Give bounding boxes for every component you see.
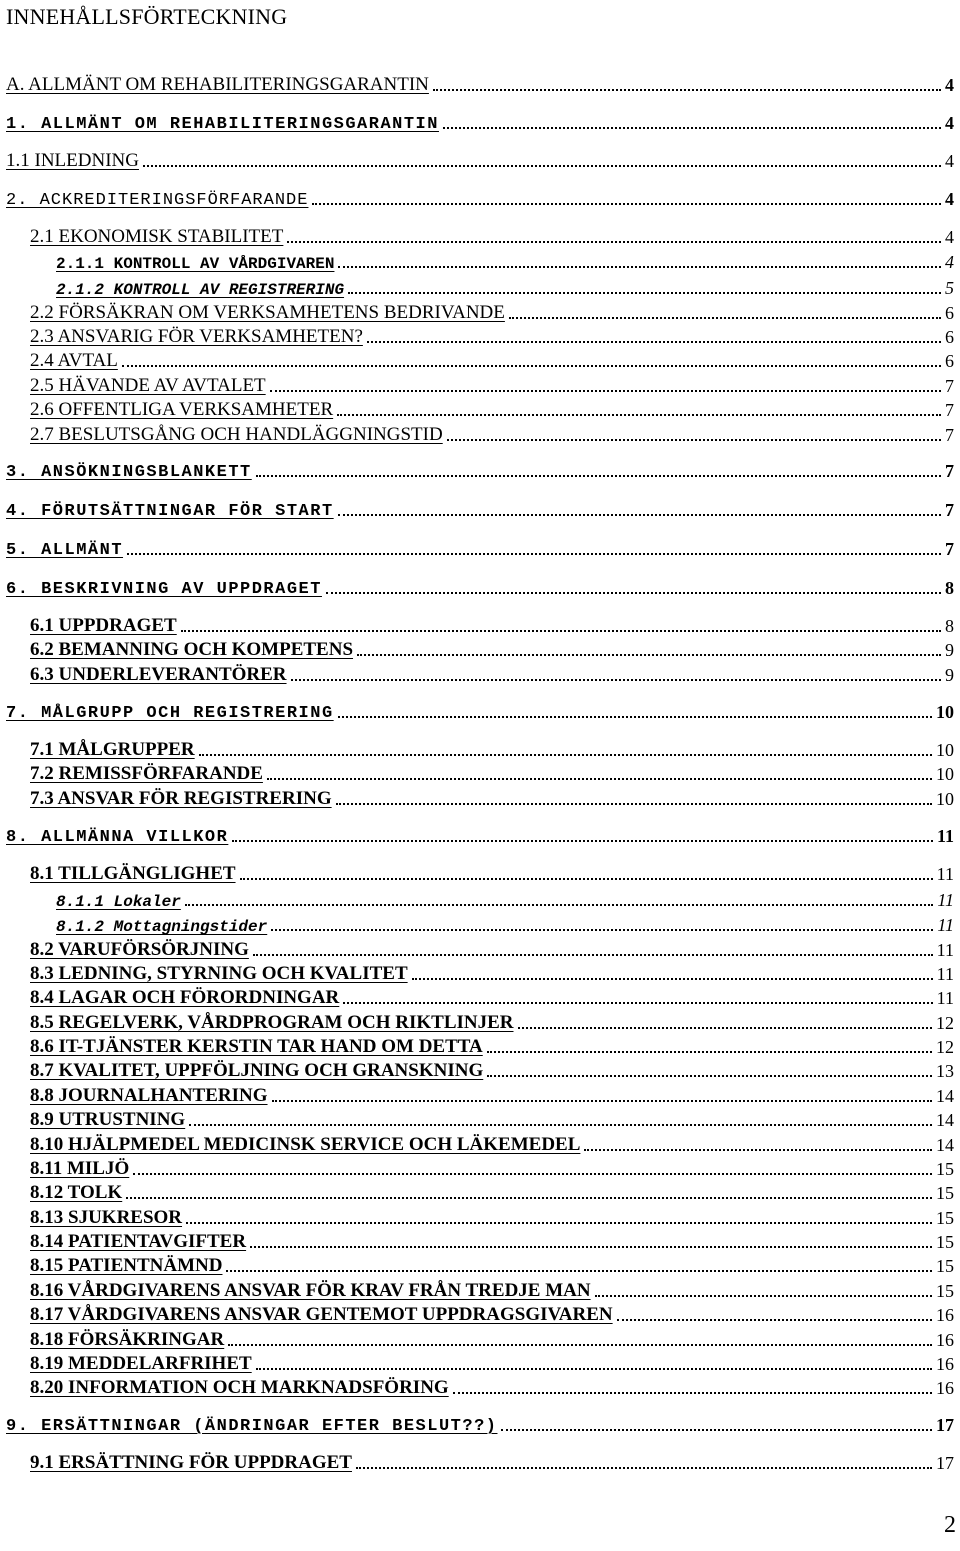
toc-entry[interactable] [0, 939, 960, 961]
toc-entry[interactable] [0, 1414, 960, 1436]
toc-entry[interactable] [0, 863, 960, 885]
toc-entry-page: 15 [936, 1281, 954, 1301]
toc-entry[interactable] [0, 639, 960, 661]
toc-entry-page: 14 [936, 1086, 954, 1106]
toc-entry-label: 7.1 MÅLGRUPPER [30, 739, 195, 760]
toc-entry[interactable] [0, 788, 960, 810]
toc-entry-label: 8.4 LAGAR OCH FÖRORDNINGAR [30, 987, 340, 1008]
toc-leader-dots [271, 929, 933, 931]
toc-entry[interactable] [0, 112, 960, 134]
toc-leader-dots [518, 1027, 933, 1029]
toc-leader-dots [181, 630, 941, 632]
toc-entry[interactable] [0, 1353, 960, 1375]
toc-entry-label: 2.6 OFFENTLIGA VERKSAMHETER [30, 399, 334, 420]
toc-entry[interactable] [0, 302, 960, 324]
toc-leader-dots [453, 1392, 932, 1394]
toc-leader-dots [189, 1124, 932, 1126]
toc-leader-dots [501, 1429, 932, 1431]
toc-leader-dots [412, 978, 933, 980]
toc-entry-page: 11 [936, 964, 954, 984]
toc-leader-dots [256, 475, 941, 477]
toc-entry[interactable] [0, 763, 960, 785]
toc-entry-label: 8.8 JOURNALHANTERING [30, 1085, 268, 1106]
toc-entry[interactable] [0, 1329, 960, 1351]
toc-entry-label: 3. ANSÖKNINGSBLANKETT [6, 463, 252, 482]
toc-entry-page: 15 [936, 1159, 954, 1179]
toc-entry[interactable] [0, 914, 960, 936]
toc-entry[interactable] [0, 399, 960, 421]
toc-entry[interactable] [0, 1231, 960, 1253]
toc-entry[interactable] [0, 1012, 960, 1034]
toc-leader-dots [433, 89, 941, 91]
toc-leader-dots [338, 716, 932, 718]
toc-entry-page: 9 [945, 665, 954, 685]
toc-entry-label: 8.10 HJÄLPMEDEL MEDICINSK SERVICE OCH LÄKEMEDEL [30, 1134, 581, 1155]
toc-entry-page: 10 [936, 789, 954, 809]
toc-entry-page: 16 [936, 1378, 954, 1398]
toc-leader-dots [270, 390, 941, 392]
toc-entry-page: 11 [937, 890, 954, 910]
toc-entry-page: 11 [936, 864, 954, 884]
toc-leader-dots [367, 341, 941, 343]
toc-entry-label: 8.5 REGELVERK, VÅRDPROGRAM OCH RIKTLINJER [30, 1012, 514, 1033]
toc-entry-page: 11 [936, 940, 954, 960]
toc-entry-label: A. ALLMÄNT OM REHABILITERINGSGARANTIN [6, 74, 429, 95]
toc-entry-page: 14 [936, 1135, 954, 1155]
toc-entry-label: 8.7 KVALITET, UPPFÖLJNING OCH GRANSKNING [30, 1060, 484, 1081]
toc-entry-page: 4 [945, 252, 954, 272]
toc-entry-page: 16 [936, 1305, 954, 1325]
toc-entry-label: 8.1 TILLGÄNGLIGHET [30, 863, 236, 884]
toc-entry[interactable] [0, 74, 960, 96]
toc-entry-page: 6 [945, 303, 954, 323]
toc-entry[interactable] [0, 1280, 960, 1302]
toc-entry[interactable] [0, 963, 960, 985]
toc-leader-dots [326, 592, 941, 594]
toc-leader-dots [186, 1222, 932, 1224]
toc-leader-dots [291, 679, 941, 681]
toc-leader-dots [595, 1295, 932, 1297]
toc-entry-page: 16 [936, 1330, 954, 1350]
toc-entry-label: 4. FÖRUTSÄTTNINGAR FÖR START [6, 502, 334, 521]
toc-leader-dots [226, 1270, 932, 1272]
toc-entry-label: 8.11 MILJÖ [30, 1158, 130, 1179]
toc-entry-page: 5 [945, 278, 954, 298]
toc-entry[interactable] [0, 460, 960, 482]
toc-leader-dots [338, 266, 941, 268]
toc-leader-dots [267, 778, 932, 780]
toc-entry-label: 8.14 PATIENTAVGIFTER [30, 1231, 247, 1252]
toc-entry-page: 16 [936, 1354, 954, 1374]
toc-entry-label: 8.13 SJUKRESOR [30, 1207, 183, 1228]
toc-leader-dots [228, 1344, 932, 1346]
toc-leader-dots [240, 878, 933, 880]
toc-entry-label: 8.19 MEDDELARFRIHET [30, 1353, 252, 1374]
toc-entry-label: 8.3 LEDNING, STYRNING OCH KVALITET [30, 963, 408, 984]
toc-entry-page: 15 [936, 1232, 954, 1252]
toc-entry-label: 2. ACKREDITERINGSFÖRFARANDE [6, 191, 309, 210]
toc-entry[interactable] [0, 1085, 960, 1107]
toc-entry[interactable] [0, 825, 960, 847]
toc-entry-label: 1.1 INLEDNING [6, 150, 139, 171]
toc-entry[interactable] [0, 326, 960, 348]
page-title: INNEHÅLLSFÖRTECKNING [6, 4, 288, 29]
toc-leader-dots [250, 1246, 932, 1248]
toc-leader-dots [584, 1149, 932, 1151]
toc-entry-label: 8.16 VÅRDGIVARENS ANSVAR FÖR KRAV FRÅN TREDJE MAN [30, 1280, 591, 1301]
toc-entry-label: 6.3 UNDERLEVERANTÖRER [30, 664, 287, 685]
toc-entry-page: 12 [936, 1037, 954, 1057]
toc-leader-dots [312, 203, 941, 205]
toc-entry-label: 5. ALLMÄNT [6, 541, 124, 560]
toc-entry-label: 2.1 EKONOMISK STABILITET [30, 226, 284, 247]
toc-entry-label: 1. ALLMÄNT OM REHABILITERINGSGARANTIN [6, 115, 439, 134]
toc-entry[interactable] [0, 1304, 960, 1326]
toc-leader-dots [185, 904, 934, 906]
toc-leader-dots [199, 754, 932, 756]
toc-entry[interactable] [0, 1109, 960, 1131]
toc-entry-label: 8.1.2 Mottagningstider [56, 918, 268, 936]
toc-entry-label: 9. ERSÄTTNINGAR (ÄNDRINGAR EFTER BESLUT??) [6, 1417, 498, 1436]
toc-entry-label: 2.1.2 KONTROLL AV REGISTRERING [56, 281, 345, 299]
toc-entry-label: 8.1.1 Lokaler [56, 893, 181, 911]
toc-leader-dots [617, 1319, 932, 1321]
toc-leader-dots [126, 1197, 932, 1199]
toc-entry-page: 4 [945, 227, 954, 247]
toc-leader-dots [509, 317, 941, 319]
page-number: 2 [944, 1512, 956, 1538]
toc-entry-label: 8.2 VARUFÖRSÖRJNING [30, 939, 249, 960]
toc-entry-label: 7.3 ANSVAR FÖR REGISTRERING [30, 788, 332, 809]
toc-entry[interactable] [0, 987, 960, 1009]
toc-entry-label: 8.15 PATIENTNÄMND [30, 1255, 223, 1276]
toc-entry[interactable] [0, 1036, 960, 1058]
toc-entry-page: 10 [936, 740, 954, 760]
toc-entry[interactable] [0, 1207, 960, 1229]
toc-leader-dots [487, 1075, 932, 1077]
toc-entry-page: 14 [936, 1110, 954, 1130]
toc-entry[interactable] [0, 1134, 960, 1156]
toc-entry[interactable] [0, 277, 960, 299]
toc-entry[interactable] [0, 577, 960, 599]
toc-entry-page: 9 [945, 640, 954, 660]
toc-entry[interactable] [0, 889, 960, 911]
toc-entry-page: 7 [945, 425, 954, 445]
toc-entry-page: 4 [945, 189, 954, 209]
toc-entry[interactable] [0, 615, 960, 637]
toc-entry-page: 11 [937, 915, 954, 935]
toc-entry[interactable] [0, 350, 960, 372]
toc-entry-label: 2.5 HÄVANDE AV AVTALET [30, 375, 266, 396]
toc-entry-label: 7. MÅLGRUPP OCH REGISTRERING [6, 704, 334, 723]
toc-entry[interactable] [0, 1060, 960, 1082]
toc-leader-dots [337, 414, 941, 416]
toc-leader-dots [143, 165, 941, 167]
toc-entry-page: 15 [936, 1256, 954, 1276]
toc-leader-dots [487, 1051, 932, 1053]
toc-entry-page: 7 [945, 461, 954, 481]
toc-entry-page: 12 [936, 1013, 954, 1033]
toc-entry-label: 6.1 UPPDRAGET [30, 615, 177, 636]
toc-entry-page: 4 [945, 75, 954, 95]
toc-leader-dots [348, 292, 941, 294]
toc-entry-page: 7 [945, 539, 954, 559]
toc-entry-page: 4 [945, 151, 954, 171]
toc-entry-label: 8.6 IT-TJÄNSTER KERSTIN TAR HAND OM DETTA [30, 1036, 483, 1057]
toc-entry-page: 8 [945, 616, 954, 636]
toc-entry[interactable] [0, 1255, 960, 1277]
toc-entry-label: 8.12 TOLK [30, 1182, 123, 1203]
toc-entry-label: 8. ALLMÄNNA VILLKOR [6, 828, 229, 847]
toc-entry-label: 8.20 INFORMATION OCH MARKNADSFÖRING [30, 1377, 449, 1398]
toc-entry-label: 9.1 ERSÄTTNING FÖR UPPDRAGET [30, 1452, 352, 1473]
toc-leader-dots [133, 1173, 932, 1175]
toc-entry[interactable] [0, 499, 960, 521]
toc-entry[interactable] [0, 1377, 960, 1399]
toc-entry-label: 8.18 FÖRSÄKRINGAR [30, 1329, 225, 1350]
toc-entry[interactable] [0, 538, 960, 560]
toc-entry-label: 2.3 ANSVARIG FÖR VERKSAMHETEN? [30, 326, 363, 347]
toc-entry-label: 6. BESKRIVNING AV UPPDRAGET [6, 580, 322, 599]
toc-entry[interactable] [0, 1452, 960, 1474]
toc-entry[interactable] [0, 701, 960, 723]
toc-entry-page: 11 [936, 988, 954, 1008]
toc-entry-label: 6.2 BEMANNING OCH KOMPETENS [30, 639, 354, 660]
toc-leader-dots [253, 954, 933, 956]
toc-leader-dots [287, 241, 941, 243]
toc-leader-dots [356, 1467, 932, 1469]
toc-entry[interactable] [0, 664, 960, 686]
toc-leader-dots [122, 365, 941, 367]
toc-leader-dots [256, 1368, 932, 1370]
toc-entry-label: 8.17 VÅRDGIVARENS ANSVAR GENTEMOT UPPDRAGSGIVAREN [30, 1304, 613, 1325]
toc-entry-page: 10 [936, 764, 954, 784]
toc-leader-dots [343, 1002, 932, 1004]
toc-leader-dots [447, 439, 941, 441]
toc-entry-page: 7 [945, 500, 954, 520]
toc-entry-label: 2.7 BESLUTSGÅNG OCH HANDLÄGGNINGSTID [30, 424, 443, 445]
toc-entry-page: 10 [936, 702, 954, 722]
toc-entry[interactable] [0, 424, 960, 446]
toc-leader-dots [232, 840, 933, 842]
toc-entry-label: 2.2 FÖRSÄKRAN OM VERKSAMHETENS BEDRIVANDE [30, 302, 505, 323]
toc-entry[interactable] [0, 375, 960, 397]
toc-entry-page: 4 [945, 113, 954, 133]
toc-entry-label: 7.2 REMISSFÖRFARANDE [30, 763, 263, 784]
toc-entry[interactable] [0, 1158, 960, 1180]
toc-entry-page: 17 [936, 1415, 954, 1435]
toc-entry[interactable] [0, 226, 960, 248]
toc-entry-page: 17 [936, 1453, 954, 1473]
toc-leader-dots [338, 514, 941, 516]
toc-entry-page: 6 [945, 327, 954, 347]
toc-entry-page: 11 [936, 826, 954, 846]
toc-entry-page: 7 [945, 376, 954, 396]
toc-entry-page: 13 [936, 1061, 954, 1081]
toc-entry-page: 6 [945, 351, 954, 371]
toc-entry-page: 15 [936, 1183, 954, 1203]
toc-entry[interactable] [0, 1182, 960, 1204]
toc-leader-dots [357, 654, 941, 656]
toc-entry-label: 2.4 AVTAL [30, 350, 118, 371]
toc-entry[interactable] [0, 739, 960, 761]
toc-leader-dots [272, 1100, 932, 1102]
toc-entry-label: 2.1.1 KONTROLL AV VÅRDGIVAREN [56, 255, 335, 273]
toc-entry[interactable] [0, 251, 960, 273]
toc-entry-page: 7 [945, 400, 954, 420]
toc-leader-dots [443, 127, 941, 129]
toc-entry-page: 15 [936, 1208, 954, 1228]
toc-entry[interactable] [0, 188, 960, 210]
toc-entry[interactable] [0, 150, 960, 172]
toc-leader-dots [127, 553, 941, 555]
toc-entry-page: 8 [945, 578, 954, 598]
toc-leader-dots [336, 803, 932, 805]
toc-entry-label: 8.9 UTRUSTNING [30, 1109, 186, 1130]
